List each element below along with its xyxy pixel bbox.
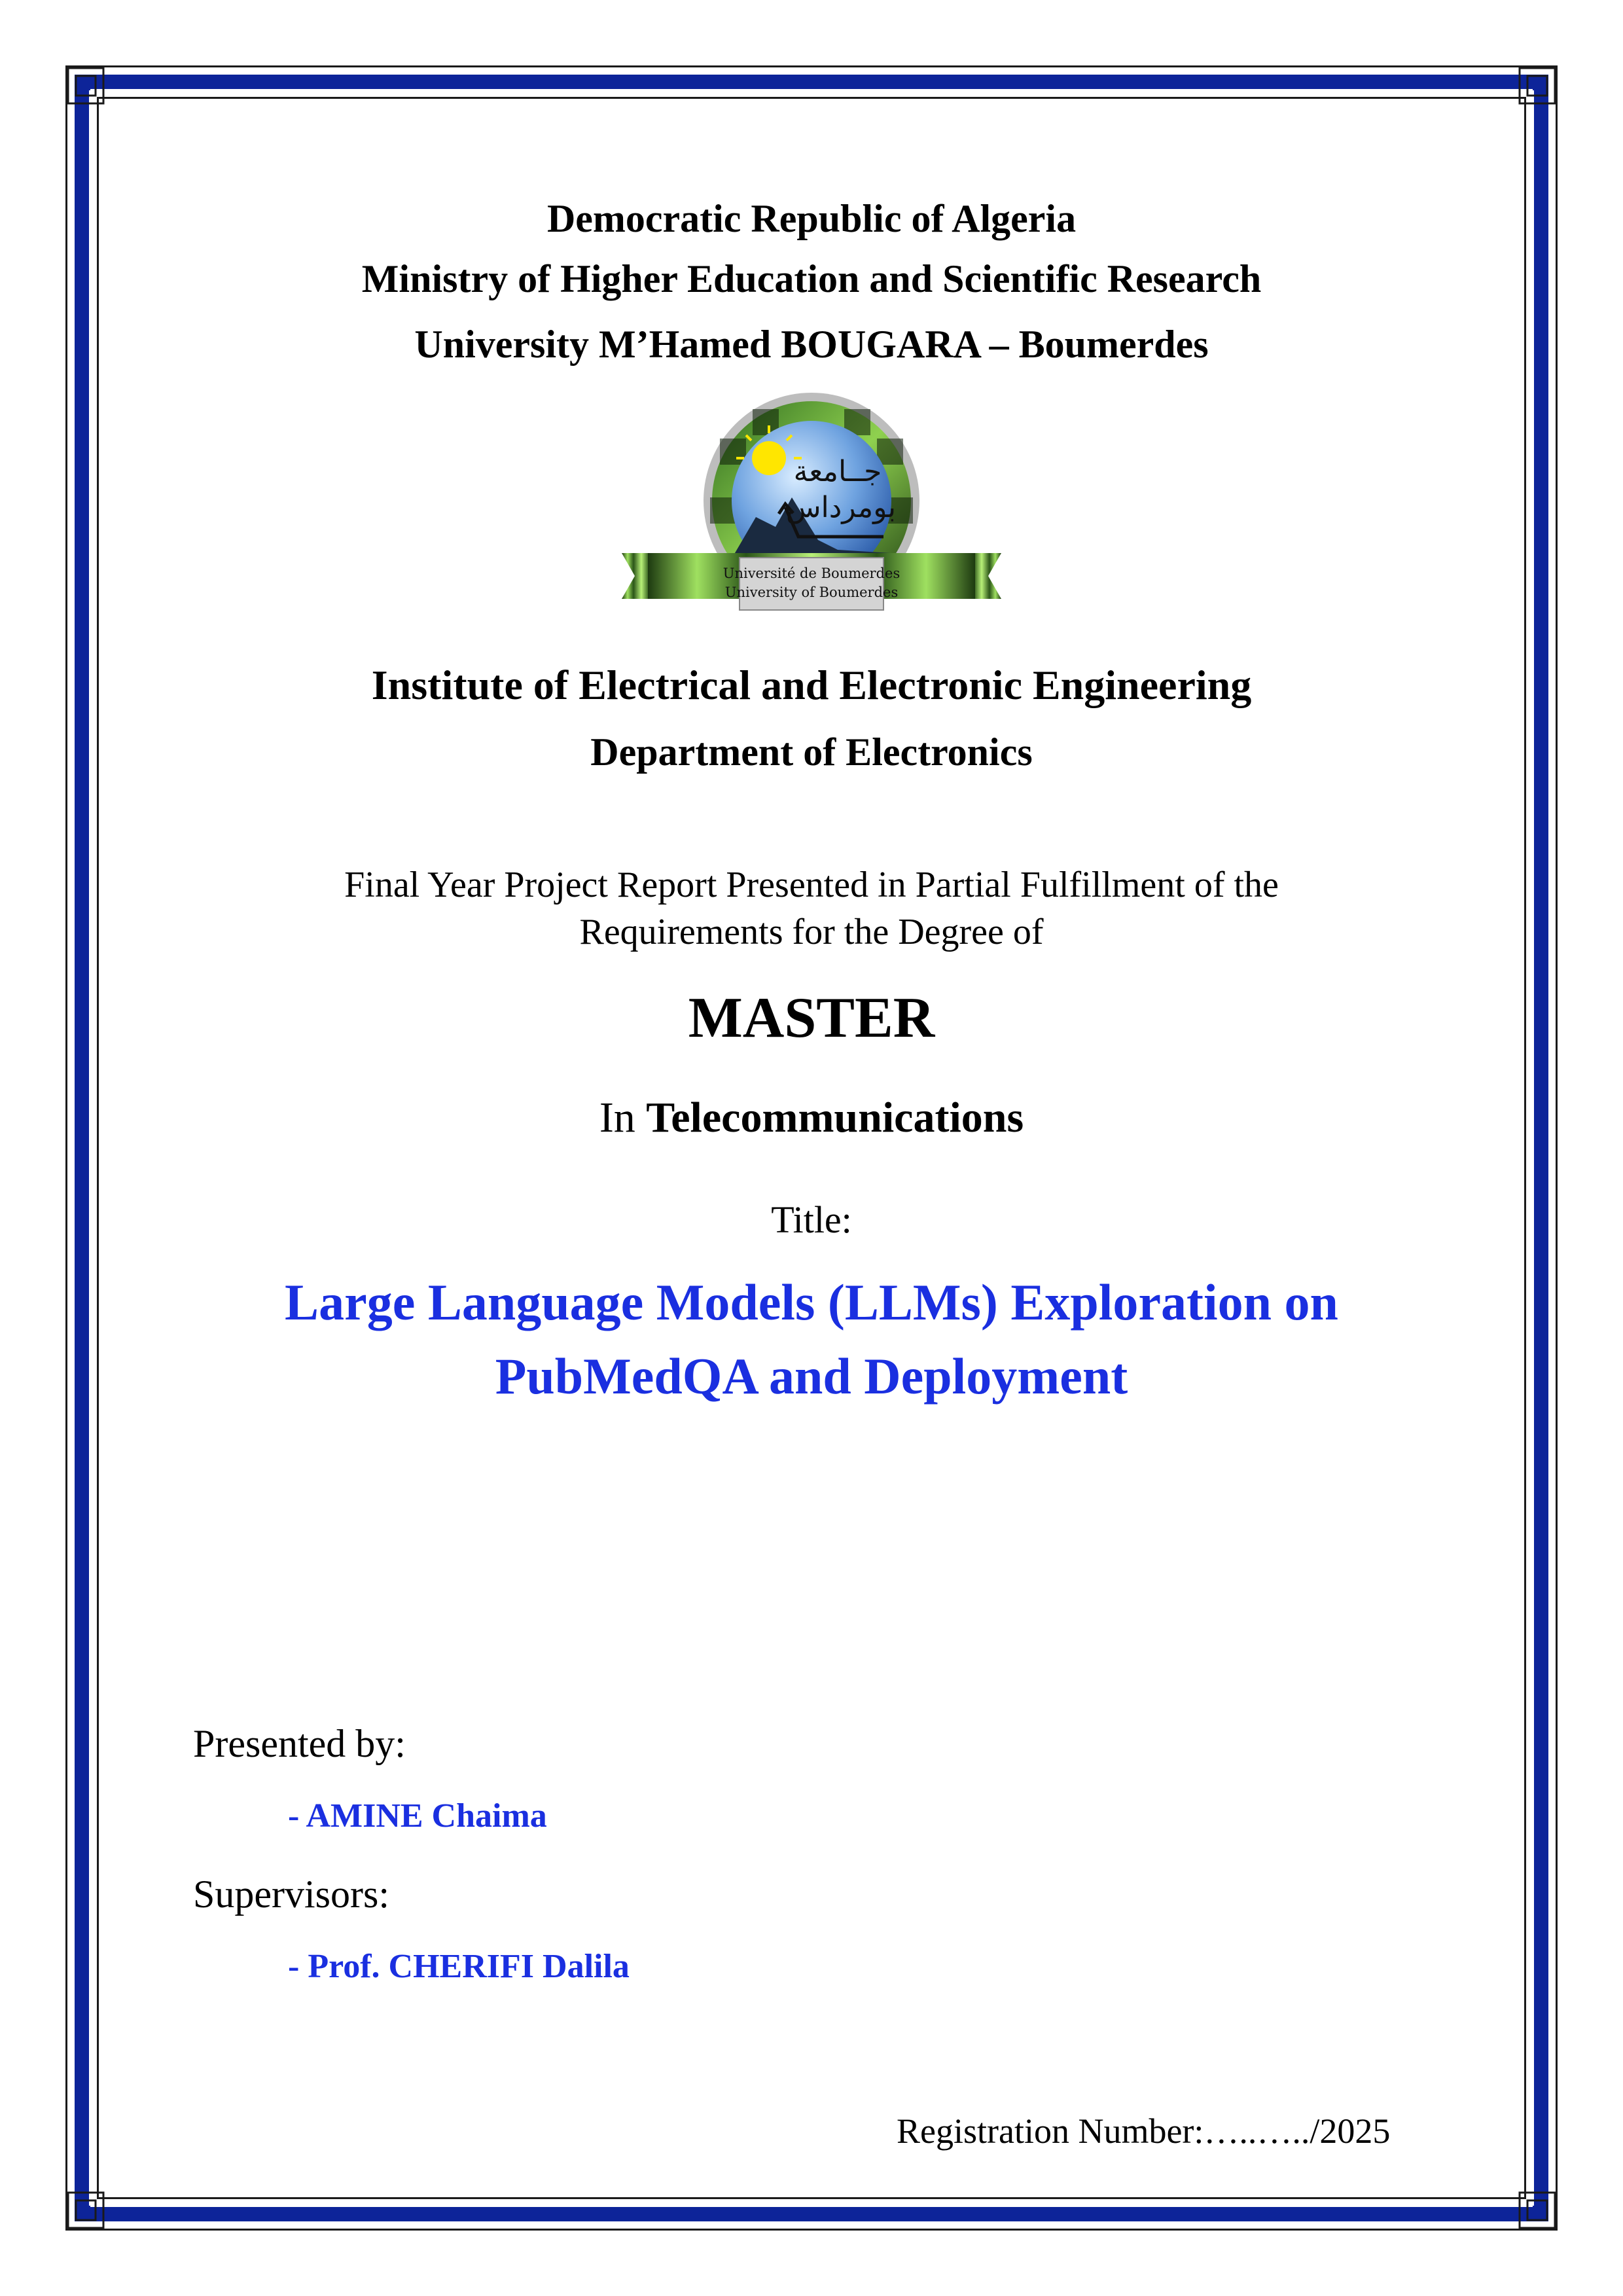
logo-arabic-line1: جــامعة [793, 455, 882, 488]
department-heading: Department of Electronics [590, 730, 1033, 774]
logo-banner-line2: University of Boumerdes [724, 584, 899, 600]
institute-heading: Institute of Electrical and Electronic Engineering [371, 662, 1252, 708]
title-label: Title: [771, 1198, 852, 1241]
corner-ornament-bottom-right [1514, 2187, 1560, 2233]
logo-banner-line1: Université de Boumerdes [722, 565, 901, 581]
university-logo [622, 386, 1001, 641]
supervisor-name: - Prof. CHERIFI Dalila [288, 1948, 630, 1985]
registration-number: Registration Number:…..…../2025 [897, 2111, 1391, 2151]
corner-ornament-top-left [63, 63, 109, 109]
university-heading: University M’Hamed BOUGARA – Boumerdes [414, 323, 1209, 366]
ministry-heading: Ministry of Higher Education and Scientific Research [361, 257, 1262, 300]
country-heading: Democratic Republic of Algeria [546, 197, 1077, 240]
supervisors-label: Supervisors: [193, 1873, 389, 1916]
field-line [111, 1093, 1512, 1143]
intro-line-2: Requirements for the Degree of [579, 912, 1044, 952]
logo-arabic-line2: بومرداس [785, 491, 897, 524]
presented-by-label: Presented by: [193, 1722, 406, 1765]
thesis-title-line-2: PubMedQA and Deployment [495, 1348, 1128, 1405]
field-prefix: In [599, 1094, 635, 1141]
corner-ornament-top-right [1514, 63, 1560, 109]
thesis-title-line-1: Large Language Models (LLMs) Exploration on [285, 1274, 1338, 1331]
degree-heading: MASTER [688, 986, 935, 1050]
corner-ornament-bottom-left [63, 2187, 109, 2233]
field-name: Telecommunications [646, 1094, 1024, 1141]
intro-line-1: Final Year Project Report Presented in Partial Fulfillment of the [344, 865, 1279, 905]
cover-page [111, 111, 1512, 2186]
student-name: - AMINE Chaima [288, 1797, 547, 1835]
